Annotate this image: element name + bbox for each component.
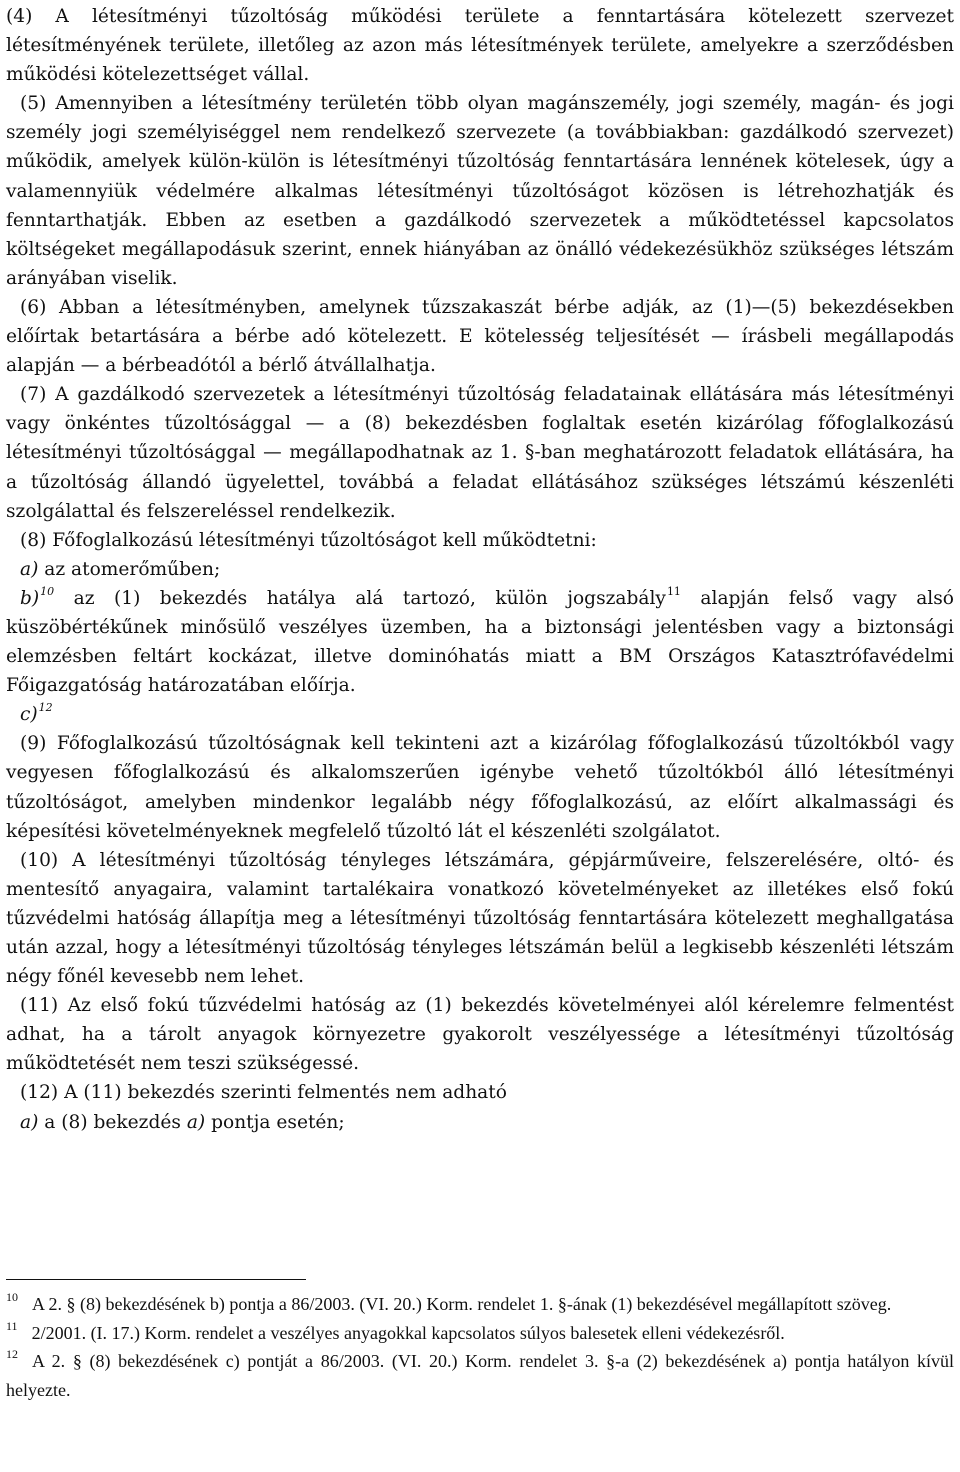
paragraph-8: (8) Főfoglalkozású létesítményi tűzoltóságot kell működtetni:: [20, 529, 597, 551]
point-8a: [20, 555, 954, 584]
point-letter: a): [186, 1111, 206, 1133]
footnote-separator: [6, 1279, 306, 1280]
paragraph-4: (4) A létesítményi tűzoltóság működési területe a fenntartására kötelezett szervezet létesítményének területe, illetőleg az azon más létesítmények területe, amelyekre a szerződésben működési kötelezettséget vállal.: [6, 6, 954, 86]
footnote-11: [6, 1319, 954, 1348]
point-text-cont: alapján felső vagy alsó küszöbértékűnek minősülő veszélyes üzemben, ha a biztonsági jelentésben vagy a biztonsági elemzésben feltárt kockázat, illetve dominóhatás miatt a BM Országos Katasztrófavédelmi Főigazgatóság határozatában előírja.: [6, 587, 954, 697]
point-letter: c): [20, 704, 38, 726]
point-text: a (8) bekezdés: [38, 1111, 187, 1133]
footnote-text: A 2. § (8) bekezdésének b) pontja a 86/2003. (VI. 20.) Korm. rendelet 1. §-ának (1) bekezdésével megállapított szöveg.: [32, 1294, 892, 1314]
footnotes: [6, 1290, 954, 1404]
footnote-text: 2/2001. (I. 17.) Korm. rendelet a veszélyes anyagokkal kapcsolatos súlyos balesetek elleni védekezésről.: [31, 1322, 785, 1343]
footnote-number: 11: [6, 1318, 18, 1333]
point-letter: b): [20, 587, 40, 609]
paragraph-10: (10) A létesítményi tűzoltóság tényleges létszámára, gépjárműveire, felszerelésére, oltó- és mentesítő anyagaira, valamint tartalékaira vonatkozó követelményeket az illetékes első fokú tűzvédelmi hatóság állapítja meg a létesítményi tűzoltóság fenntartására kötelezett meghallgatása után azzal, hogy a létesítményi tűzoltóság tényleges létszámán belül a legkisebb készenléti létszám négy főnél kevesebb nem lehet.: [6, 849, 954, 988]
footnote-12: [6, 1347, 954, 1404]
footnote-10: [6, 1290, 954, 1319]
point-text: az (1) bekezdés hatálya alá tartozó, külön jogszabály: [54, 587, 666, 609]
point-8c: [20, 700, 954, 729]
footnote-ref[interactable]: 11: [666, 584, 681, 598]
footnote-ref[interactable]: 12: [38, 701, 53, 715]
paragraph-12: (12) A (11) bekezdés szerinti felmentés nem adható: [20, 1082, 507, 1104]
point-8b: [6, 584, 954, 700]
footnote-ref[interactable]: 10: [40, 584, 55, 598]
point-letter: a): [20, 1111, 39, 1133]
point-text: az atomerőműben;: [38, 558, 221, 580]
paragraph-7: (7) A gazdálkodó szervezetek a létesítményi tűzoltóság feladatainak ellátására más létesítményi vagy önkéntes tűzoltósággal — a (8) bekezdésben foglaltak esetén kizárólag főfoglalkozású létesítményi tűzoltósággal — megállapodhatnak az 1. §-ban meghatározott feladatok ellátására, ha a tűzoltóság állandó ügyelettel, továbbá a feladat ellátásához szükséges létszámú készenléti szolgálattal és felszereléssel rendelkezik.: [6, 384, 954, 522]
document-body: [6, 2, 954, 1137]
paragraph-11: (11) Az első fokú tűzvédelmi hatóság az (1) bekezdés követelményei alól kérelemre felmentést adhat, ha a tárolt anyagok környezetre gyakorolt veszélyessége a létesítményi tűzoltóság működtetését nem teszi szükségessé.: [6, 995, 954, 1075]
paragraph-5: (5) Amennyiben a létesítmény területén több olyan magánszemély, jogi személy, magán- és jogi személy jogi személyiséggel nem rendelkező szervezete (a továbbiakban: gazdálkodó szervezet) működik, amelyek külön-külön is létesítményi tűzoltóság fenntartására lennének kötelesek, úgy a valamennyiük védelmére alkalmas létesítményi tűzoltóságot közösen is létrehozhatják és fenntarthatják. Ebben az esetben a gazdálkodó szervezetek a működtetéssel kapcsolatos költségeket megállapodásuk szerint, ennek hiányában az önálló védekezésükhöz szükséges létszám arányában viselik.: [6, 93, 954, 289]
footnote-text: A 2. § (8) bekezdésének c) pontját a 86/2003. (VI. 20.) Korm. rendelet 3. §-a (2) bekezdésének a) pontja hatályon kívül helyezte.: [6, 1351, 954, 1400]
point-12a: [20, 1108, 954, 1137]
paragraph-9: (9) Főfoglalkozású tűzoltóságnak kell tekinteni azt a kizárólag főfoglalkozású tűzoltókból vagy vegyesen főfoglalkozású és alkalomszerűen igénybe vehető tűzoltókból álló létesítményi tűzoltóságot, amelyben mindenkor legalább négy főfoglalkozású, az előírt alkalmassági és képesítési követelményeknek megfelelő tűzoltó lát el készenléti szolgálatot.: [6, 733, 954, 842]
point-letter: a): [20, 558, 39, 580]
point-text: pontja esetén;: [205, 1111, 345, 1133]
paragraph-6: (6) Abban a létesítményben, amelynek tűzszakaszát bérbe adják, az (1)—(5) bekezdésekben előírtak betartására a bérbe adó kötelezett. E kötelesség teljesítését — írásbeli megállapodás alapján — a bérbeadótól a bérlő átvállalhatja.: [6, 296, 954, 377]
footnote-number: 10: [6, 1290, 18, 1304]
footnote-number: 12: [6, 1347, 18, 1362]
